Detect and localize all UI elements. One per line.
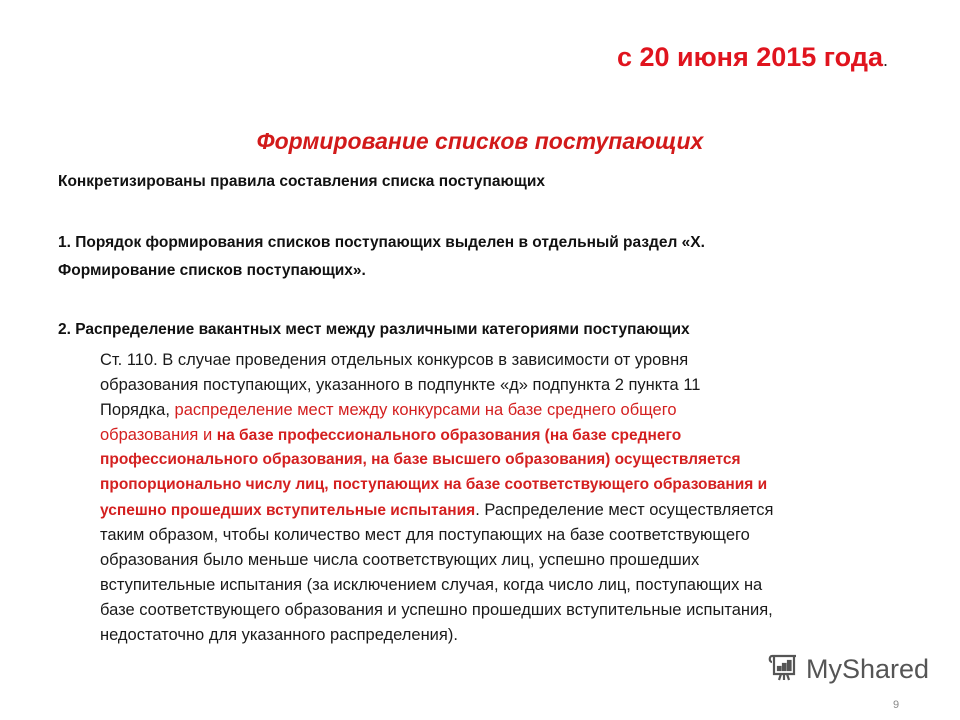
text-segment: успешно прошедших вступительные испытания — [100, 502, 476, 519]
watermark-text: MyShared — [806, 654, 930, 684]
slide-title — [617, 42, 888, 73]
text-line — [100, 350, 688, 371]
text-segment: 2. Распределение вакантных мест между различными категориями поступающих — [58, 321, 690, 338]
text-line — [58, 261, 366, 281]
text-line — [100, 425, 681, 446]
text-line — [100, 625, 458, 646]
text-line — [100, 600, 773, 621]
text-line — [58, 320, 690, 340]
text-line — [100, 475, 767, 495]
text-segment: вступительные испытания (за исключением случая, когда число лиц, поступающих на — [100, 576, 763, 594]
text-segment: образования поступающих, указанного в подпункте «д» подпункта 2 пункта 11 — [100, 376, 701, 394]
text-segment: таким образом, чтобы количество мест для поступающих на базе соответствующего — [100, 526, 750, 544]
text-line — [100, 550, 699, 571]
text-segment: Ст. 110. В случае проведения отдельных конкурсов в зависимости от уровня — [100, 351, 689, 369]
text-line — [58, 233, 705, 253]
text-segment: пропорционально числу лиц, поступающих на базе соответствующего образования и — [100, 476, 768, 493]
text-segment: Конкретизированы правила составления списка поступающих — [58, 173, 546, 190]
text-segment: образования и — [100, 426, 217, 444]
title-text: с 20 июня 2015 года — [616, 42, 883, 72]
text-segment: базе соответствующего образования и успешно прошедших вступительные испытания, — [100, 601, 773, 619]
text-segment: недостаточно для указанного распределения). — [100, 626, 458, 644]
title-period: . — [882, 50, 888, 70]
slide-subtitle: Формирование списков поступающих — [256, 128, 704, 154]
text-segment: Порядка, — [100, 401, 175, 419]
page-number: 9 — [893, 699, 900, 711]
text-segment: 1. Порядок формирования списков поступающих выделен в отдельный раздел «Х. — [58, 234, 705, 251]
text-line — [100, 400, 677, 421]
watermark-logo — [768, 652, 929, 686]
text-line — [100, 450, 741, 470]
text-segment: Формирование списков поступающих». — [58, 262, 366, 279]
text-line — [100, 375, 700, 396]
presentation-board-icon — [768, 652, 800, 686]
text-line — [100, 525, 750, 546]
text-segment: профессионального образования, на базе высшего образования) осуществляется — [100, 451, 741, 468]
text-line — [58, 172, 545, 192]
text-segment: на базе профессионального образования (на базе среднего — [216, 427, 682, 444]
text-segment: . Распределение мест осуществляется — [475, 501, 774, 519]
text-segment: распределение мест между конкурсами на базе среднего общего — [174, 401, 677, 419]
text-segment: образования было меньше числа соответствующих лиц, успешно прошедших — [100, 551, 700, 569]
text-line — [100, 500, 773, 521]
text-line — [100, 575, 762, 596]
